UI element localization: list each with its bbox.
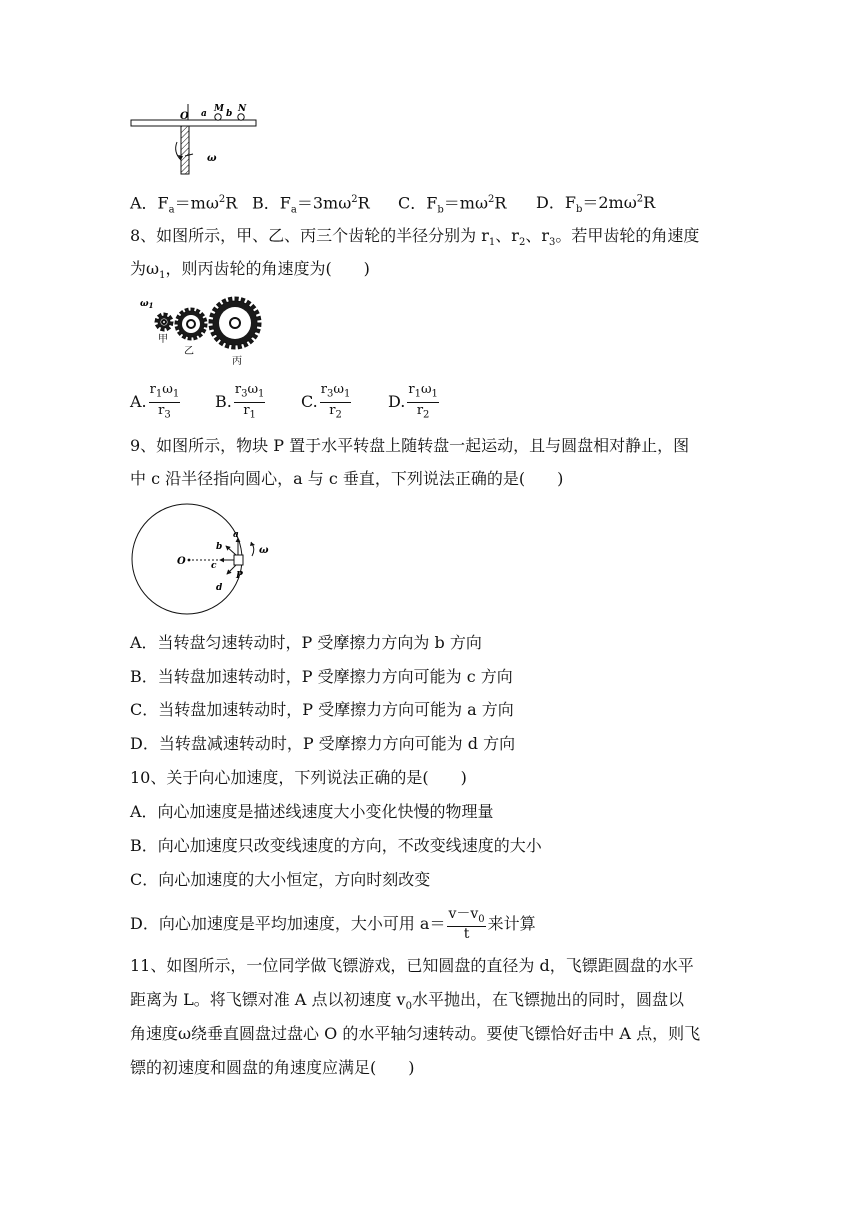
q10-option-c[interactable]: C．向心加速度的大小恒定，方向时刻改变 [130,870,431,889]
q7-option-d[interactable]: D．$F_b=2m\omega^2R$ [536,193,656,216]
label-a: a [201,109,207,119]
block-p [234,555,243,565]
q10-formula: $\frac{v-v_0}{t}$ [448,905,485,943]
label-omega: ω [207,153,217,164]
q7-figure [125,98,265,178]
arrow-b [226,546,236,555]
q11-stem-line3: 角速度ω绕垂直圆盘过盘心 O 的水平轴匀速转动。要使飞镖恰好击中 A 点，则飞 [130,1024,701,1043]
label-jia: 甲 [158,334,168,345]
q8-stem-line1: 8、如图所示，甲、乙、丙三个齿轮的半径分别为 $r_1$、$r_2$、$r_3$。若甲齿轮的角速度 [130,226,700,249]
q9-option-a[interactable]: A．当转盘匀速转动时，P 受摩擦力方向为 b 方向 [130,633,482,652]
label-a: a [233,530,239,540]
q7-options [130,188,655,223]
q10-option-a[interactable]: A．向心加速度是描述线速度大小变化快慢的物理量 [130,802,494,821]
label-p: P [236,571,243,581]
q8-options [130,382,441,422]
label-m: M [214,104,224,114]
gear-jia [155,313,173,331]
q9-stem-line2: 中 c 沿半径指向圆心，a 与 c 垂直，下列说法正确的是( ) [130,469,564,488]
q8-option-d[interactable]: D. $\frac{r_1\omega_1}{r_2}$ [388,382,438,421]
label-bing: 丙 [232,356,242,367]
vertical-axis [181,126,189,174]
label-yi: 乙 [184,346,194,357]
q10-option-b[interactable]: B．向心加速度只改变线速度的方向，不改变线速度的大小 [130,836,542,855]
horizontal-rod [131,120,256,126]
q10-stem: 10、关于向心加速度，下列说法正确的是( ) [130,768,467,787]
q11-stem-line2: 距离为 L。将飞镖对准 A 点以初速度 $v_0$水平抛出，在飞镖抛出的同时，圆盘以 [130,990,684,1013]
gear-bing [209,297,261,349]
ball-m [215,114,221,120]
q7-option-c[interactable]: C．$F_b=m\omega^2R$ [398,193,507,216]
q8-option-a[interactable]: A. $\frac{r_1\omega_1}{r_3}$ [130,382,180,421]
arrow-d [227,565,236,574]
label-o: O [177,556,186,567]
q9-option-d[interactable]: D．当转盘减速转动时，P 受摩擦力方向可能为 d 方向 [130,734,516,753]
q8-option-b[interactable]: B. $\frac{r_3\omega_1}{r_1}$ [215,382,265,421]
label-o: O [180,111,189,122]
label-n: N [238,104,247,114]
label-omega1: $\omega_1$ [140,299,154,310]
q11-stem-line1: 11、如图所示，一位同学做飞镖游戏，已知圆盘的直径为 d，飞镖距圆盘的水平 [130,956,694,975]
q8-gears-figure [138,292,273,370]
gear-yi [175,308,207,340]
q7-option-b[interactable]: B．$F_a=3m\omega^2R$ [252,193,370,216]
label-c: c [211,561,217,571]
q9-option-c[interactable]: C．当转盘加速转动时，P 受摩擦力方向可能为 a 方向 [130,700,514,719]
label-omega: ω [259,545,269,556]
label-b: b [226,109,233,119]
label-b: b [216,542,223,552]
center-point [188,559,191,562]
q11-stem-line4: 镖的初速度和圆盘的角速度应满足( ) [130,1058,415,1077]
q9-stem-line1: 9、如图所示，物块 P 置于水平转盘上随转盘一起运动，且与圆盘相对静止，图 [130,436,690,455]
turntable-disc [132,504,242,614]
q9-option-b[interactable]: B．当转盘加速转动时，P 受摩擦力方向可能为 c 方向 [130,667,513,686]
q7-option-a[interactable]: A．$F_a=m\omega^2R$ [130,193,238,216]
q8-option-c[interactable]: C. $\frac{r_3\omega_1}{r_2}$ [301,382,351,421]
ball-n [238,114,244,120]
q8-stem-line2: 为$\omega_1$，则丙齿轮的角速度为( ) [130,259,370,282]
q9-turntable-figure [130,502,280,622]
q10-option-d[interactable]: D．向心加速度是平均加速度，大小可用 a＝ $\frac{v-v_0}{t}$ 来计算 [130,905,536,943]
label-d: d [216,583,223,593]
